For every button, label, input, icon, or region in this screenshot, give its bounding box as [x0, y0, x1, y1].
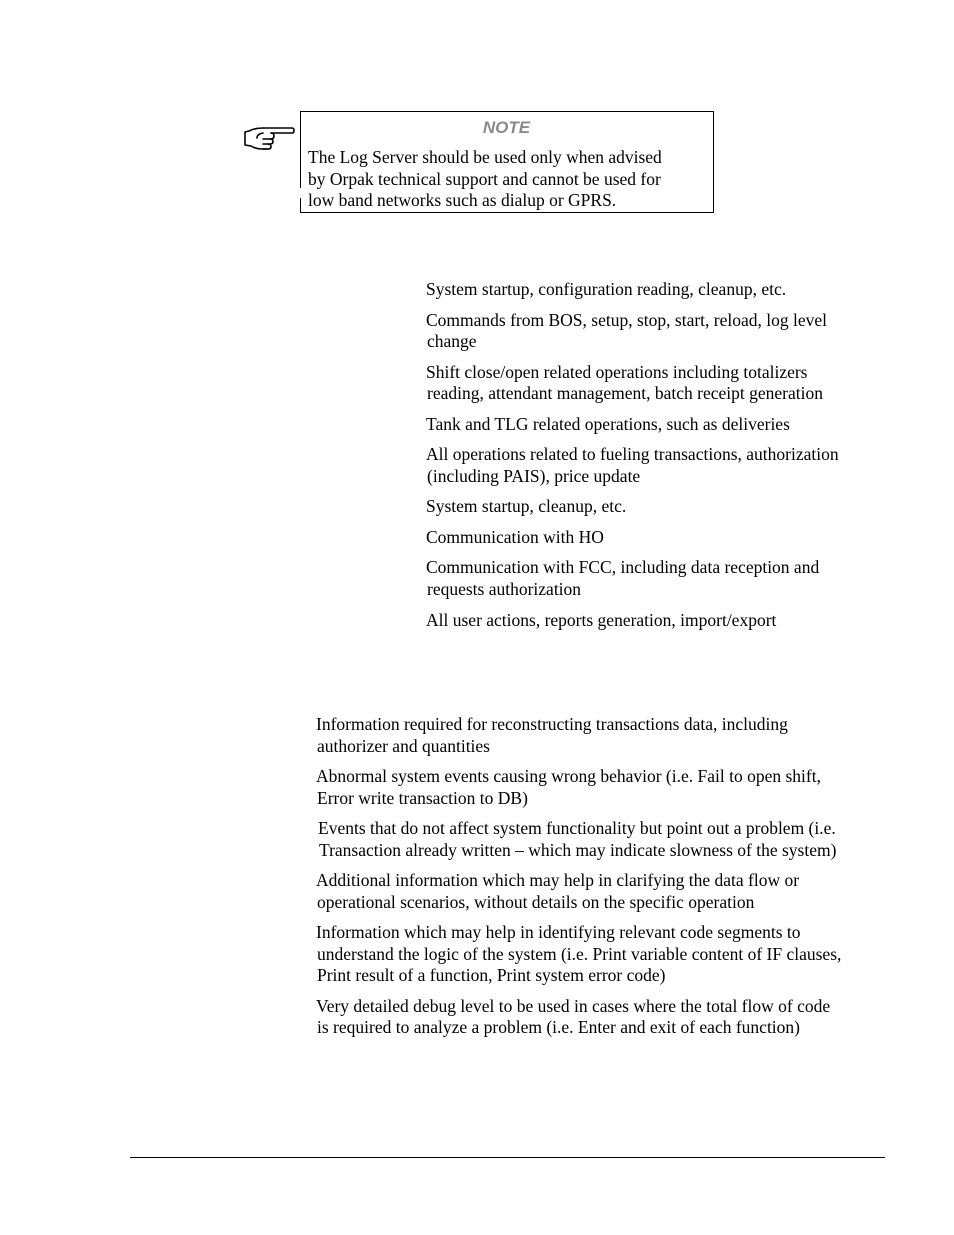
item-line: All user actions, reports generation, import/export — [426, 610, 777, 630]
list-item — [316, 996, 896, 1039]
item-line: change — [427, 331, 477, 351]
log-categories-list — [426, 279, 896, 632]
item-line: Events that do not affect system functionality but point out a problem (i.e. — [318, 818, 836, 838]
list-item — [426, 557, 896, 600]
note-line: low band networks such as dialup or GPRS. — [308, 190, 617, 210]
note-title: NOTE — [482, 118, 531, 137]
item-line: Information which may help in identifying relevant code segments to — [316, 922, 801, 942]
note-text — [308, 147, 708, 212]
item-line: Print result of a function, Print system error code) — [317, 965, 666, 985]
list-item — [426, 444, 896, 487]
item-line: System startup, cleanup, etc. — [426, 496, 627, 516]
list-item — [316, 714, 896, 757]
list-item — [426, 279, 896, 301]
note-box — [300, 111, 714, 213]
item-line: Communication with HO — [426, 526, 604, 547]
item-line: Abnormal system events causing wrong behavior (i.e. Fail to open shift, — [316, 766, 821, 786]
item-line: Tank and TLG related operations, such as deliveries — [426, 413, 790, 434]
item-line: System startup, configuration reading, cleanup, etc. — [426, 279, 787, 299]
footer-divider — [130, 1157, 885, 1158]
item-line: Communication with FCC, including data reception and — [426, 557, 820, 577]
item-line: All operations related to fueling transactions, authorization — [426, 444, 839, 464]
item-line: requests authorization — [427, 578, 582, 599]
list-item — [316, 922, 896, 987]
item-line: Shift close/open related operations including totalizers — [426, 361, 808, 382]
item-line: Information required for reconstructing transactions data, including — [316, 714, 788, 734]
item-line: Error write transaction to DB) — [317, 787, 528, 808]
pointing-hand-icon — [243, 122, 295, 152]
item-line: Very detailed debug level to be used in cases where the total flow of code — [316, 995, 831, 1016]
list-item — [316, 766, 896, 809]
item-line: is required to analyze a problem (i.e. Enter and exit of each function) — [317, 1017, 800, 1037]
item-line: authorizer and quantities — [317, 735, 490, 756]
log-levels-list — [316, 714, 896, 1039]
item-line: Additional information which may help in clarifying the data flow or — [316, 870, 800, 890]
item-line: Commands from BOS, setup, stop, start, reload, log level — [426, 309, 827, 330]
item-line: understand the logic of the system (i.e. Print variable content of IF clauses, — [317, 943, 842, 964]
item-line: reading, attendant management, batch receipt generation — [427, 383, 823, 403]
note-line: by Orpak technical support and cannot be used for — [308, 168, 661, 189]
item-line: (including PAIS), price update — [427, 465, 641, 486]
item-line: operational scenarios, without details on the specific operation — [317, 891, 755, 912]
list-item — [426, 310, 896, 353]
note-line: The Log Server should be used only when advised — [308, 147, 662, 167]
list-item — [316, 818, 896, 861]
list-item — [426, 496, 896, 518]
list-item — [426, 610, 896, 632]
list-item — [426, 414, 896, 436]
list-item — [426, 362, 896, 405]
item-line: Transaction already written – which may indicate slowness of the system) — [319, 839, 837, 860]
list-item — [316, 870, 896, 913]
list-item — [426, 527, 896, 549]
